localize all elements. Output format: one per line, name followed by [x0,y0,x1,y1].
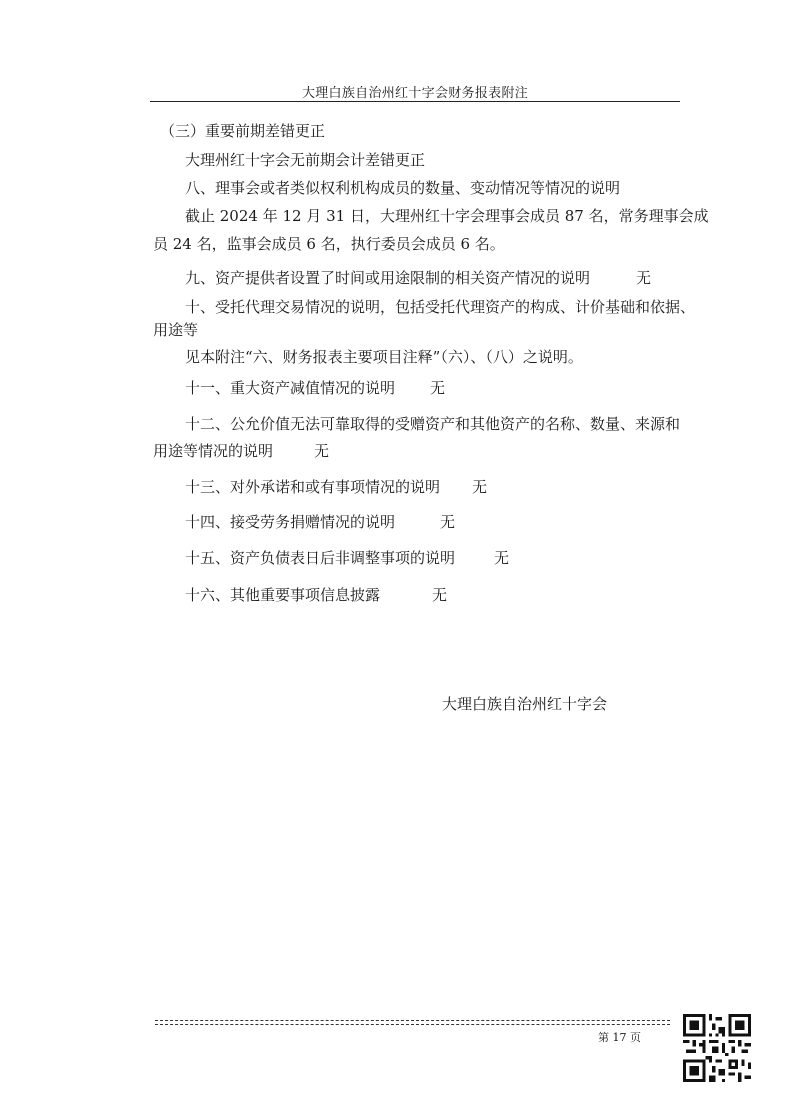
footer-divider-top [155,1020,670,1021]
report-header-title: 大理白族自治州红十字会财务报表附注 [301,86,529,101]
section-3-text: 大理州红十字会无前期会计差错更正 [185,151,426,169]
page-number: 第 17 页 [598,1031,641,1044]
section-12-value: 无 [314,442,330,460]
section-13-value: 无 [472,478,488,496]
section-12-title-line-2: 用途等情况的说明 [153,442,274,460]
footer-divider-bottom [155,1024,670,1025]
section-9-value: 无 [636,269,652,287]
section-10-title-line-2: 用途等 [153,321,199,339]
section-10-title-line-1: 十、受托代理交易情况的说明，包括受托代理资产的构成、计价基础和依据、 [185,298,696,316]
section-11-title: 十一、重大资产减值情况的说明 [185,379,396,397]
section-11-value: 无 [430,379,446,397]
section-13-title: 十三、对外承诺和或有事项情况的说明 [185,478,441,496]
section-14-title: 十四、接受劳务捐赠情况的说明 [185,513,396,531]
header-divider [150,101,680,102]
section-16-value: 无 [432,586,448,604]
section-3-title: （三）重要前期差错更正 [160,122,326,140]
issuer-signature: 大理白族自治州红十字会 [442,695,608,713]
qr-code-icon [683,1014,751,1082]
section-16-title: 十六、其他重要事项信息披露 [185,586,381,604]
section-9-title: 九、资产提供者设置了时间或用途限制的相关资产情况的说明 [185,269,591,287]
section-15-title: 十五、资产负债表日后非调整事项的说明 [185,549,456,567]
section-8-title: 八、理事会或者类似权利机构成员的数量、变动情况等情况的说明 [185,179,621,197]
section-8-text-line-2: 员 24 名，监事会成员 6 名，执行委员会成员 6 名。 [153,235,505,253]
section-10-text: 见本附注“六、财务报表主要项目注释”（六）、（八）之说明。 [185,348,583,366]
section-14-value: 无 [440,513,456,531]
section-15-value: 无 [494,549,510,567]
section-12-title-line-1: 十二、公允价值无法可靠取得的受赠资产和其他资产的名称、数量、来源和 [185,415,681,433]
section-8-text-line-1: 截止 2024 年 12 月 31 日，大理州红十字会理事会成员 87 名，常务理事会成 [185,207,709,225]
